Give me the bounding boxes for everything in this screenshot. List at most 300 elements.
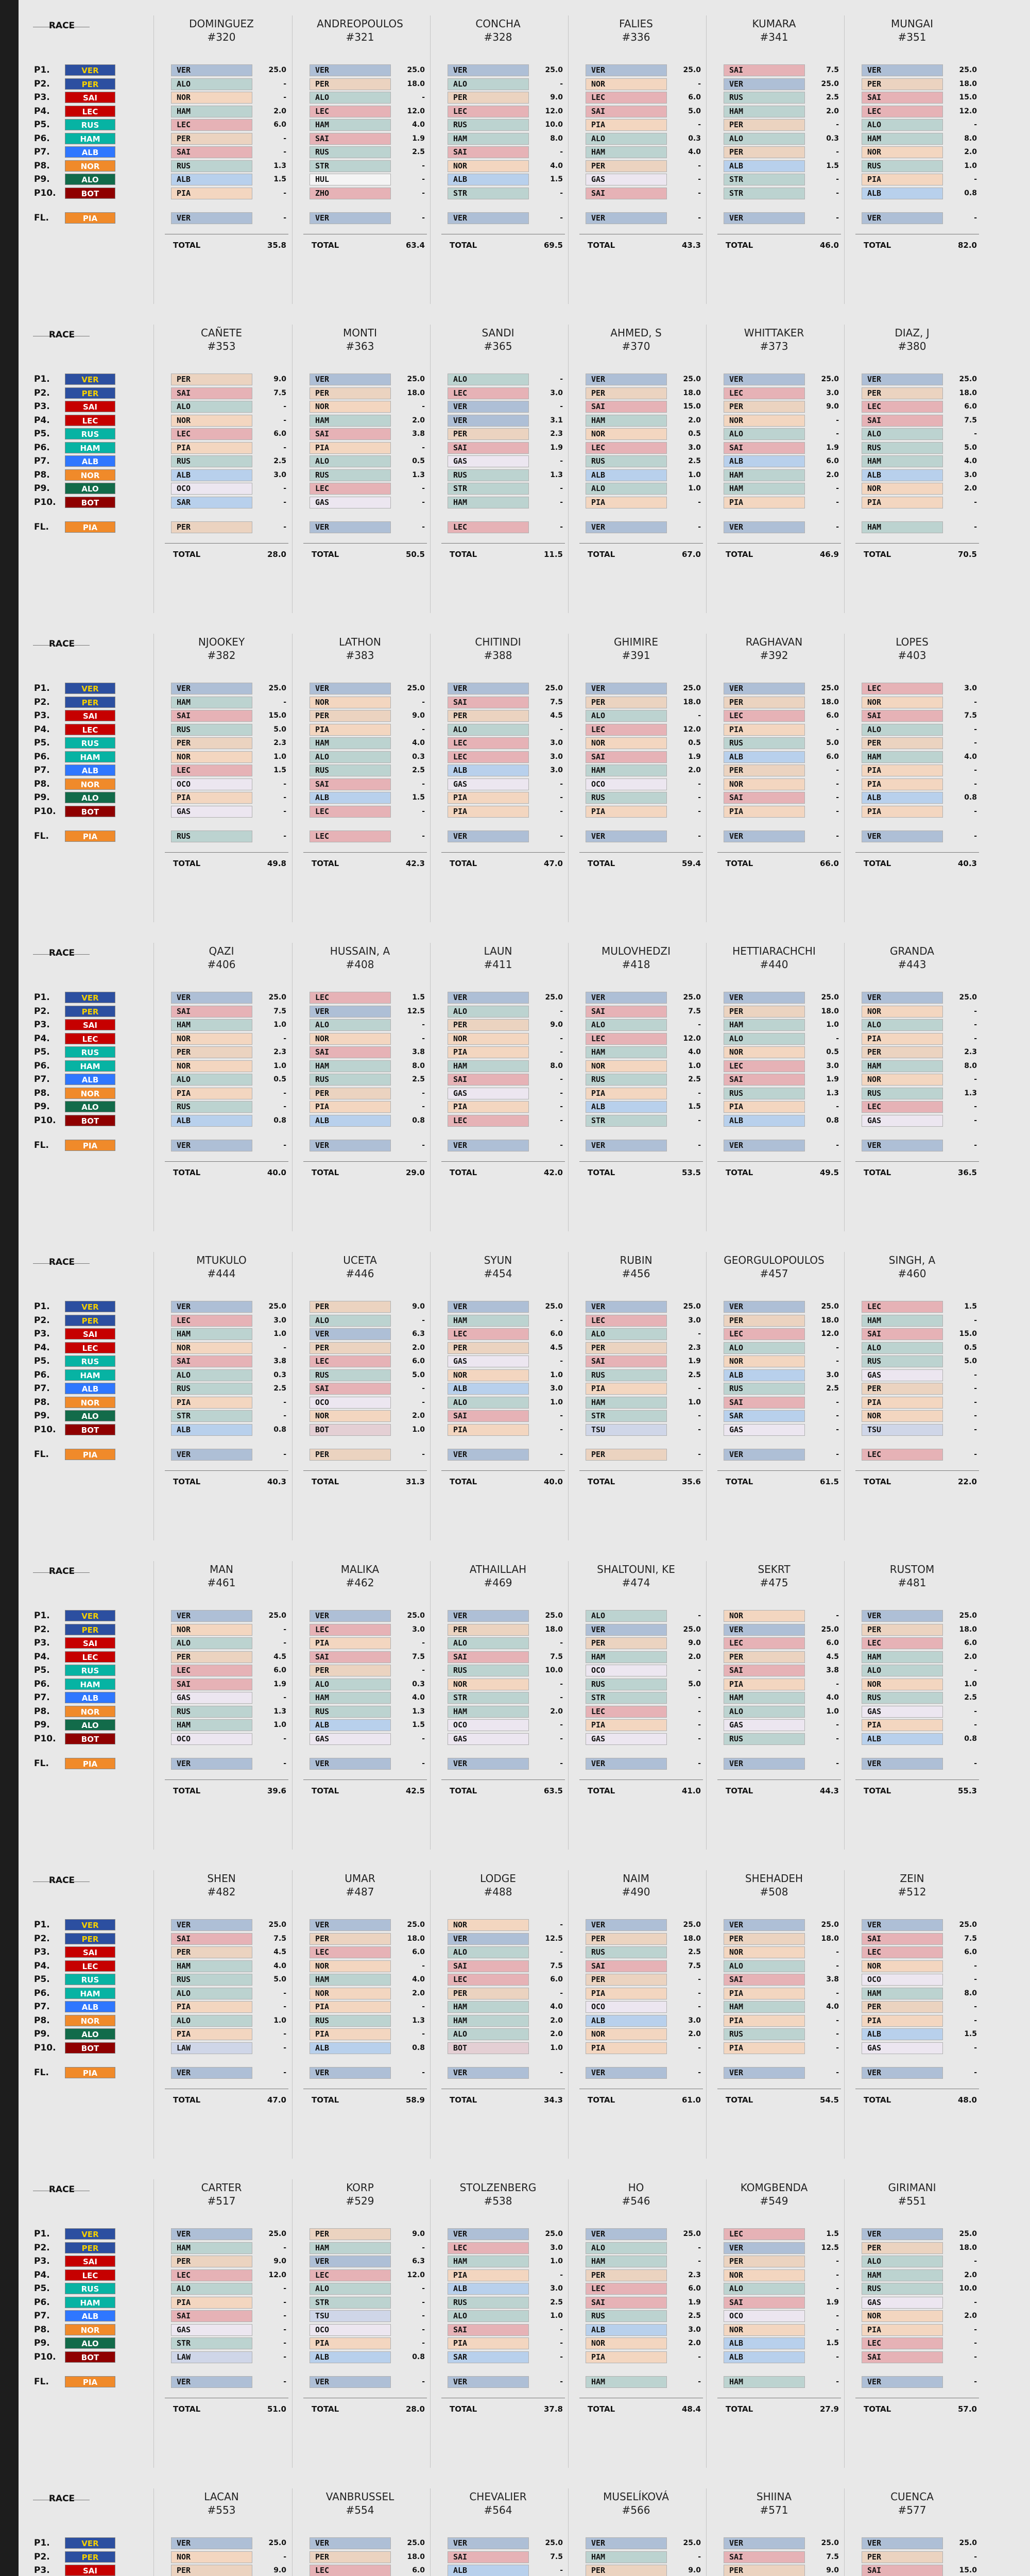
position-label: P10. bbox=[34, 497, 56, 507]
prediction-cell: OCO bbox=[586, 1665, 667, 1676]
prediction-cell: NOR bbox=[171, 2551, 252, 2563]
prediction-cell: LEC bbox=[862, 1946, 943, 1958]
prediction-cell: LEC bbox=[724, 1637, 805, 1649]
prediction-cell: PIA bbox=[171, 1397, 252, 1409]
prediction-cell: PER bbox=[448, 1988, 529, 1999]
prediction-points: - bbox=[422, 175, 425, 183]
prediction-cell: GAS bbox=[448, 1088, 529, 1099]
prediction-points: - bbox=[836, 1034, 839, 1043]
prediction-cell: ALO bbox=[448, 1637, 529, 1649]
prediction-cell: PER bbox=[724, 1006, 805, 1018]
prediction-points: - bbox=[283, 79, 286, 88]
prediction-points: 2.0 bbox=[688, 2030, 701, 2038]
prediction-points: - bbox=[283, 2284, 286, 2293]
player-number: #475 bbox=[760, 1577, 788, 1589]
fastest-lap-points: - bbox=[836, 2069, 839, 2077]
prediction-points: - bbox=[560, 498, 563, 506]
fastest-lap-cell: VER bbox=[724, 1449, 805, 1461]
prediction-cell: PER bbox=[310, 2551, 391, 2563]
prediction-points: - bbox=[283, 443, 286, 452]
player-number: #392 bbox=[760, 649, 788, 662]
prediction-cell: GAS bbox=[724, 1424, 805, 1436]
prediction-cell: ALO bbox=[862, 724, 943, 736]
position-label: P2. bbox=[34, 387, 50, 398]
prediction-cell: NOR bbox=[862, 146, 943, 158]
prediction-points: 0.8 bbox=[964, 189, 977, 197]
prediction-cell: GAS bbox=[310, 1733, 391, 1745]
prediction-points: 0.8 bbox=[964, 1734, 977, 1743]
prediction-points: 0.5 bbox=[412, 457, 425, 465]
prediction-points: 25.0 bbox=[545, 66, 563, 74]
fastest-lap-cell: VER bbox=[310, 2376, 391, 2388]
prediction-points: 25.0 bbox=[268, 1921, 286, 1929]
column-separator bbox=[844, 943, 845, 1231]
prediction-points: - bbox=[836, 2030, 839, 2038]
prediction-cell: NOR bbox=[862, 1006, 943, 1018]
prediction-cell: LEC bbox=[724, 387, 805, 399]
total-label: TOTAL bbox=[173, 241, 201, 250]
prediction-cell: SAI bbox=[724, 1665, 805, 1676]
prediction-cell: ALO bbox=[862, 119, 943, 131]
prediction-points: 1.0 bbox=[964, 161, 977, 170]
player-name: QAZI bbox=[209, 945, 234, 957]
total-label: TOTAL bbox=[588, 1786, 615, 1795]
position-label: P10. bbox=[34, 1115, 56, 1126]
position-label: P9. bbox=[34, 1101, 50, 1112]
driver-chip-rus: RUS bbox=[65, 428, 115, 439]
prediction-points: - bbox=[836, 725, 839, 734]
prediction-points: 18.0 bbox=[683, 388, 701, 397]
prediction-cell: PIA bbox=[171, 1088, 252, 1099]
prediction-points: 7.5 bbox=[412, 1652, 425, 1661]
column-separator bbox=[844, 1870, 845, 2159]
column-separator bbox=[292, 1870, 293, 2159]
prediction-points: 2.5 bbox=[688, 1948, 701, 1956]
driver-chip-ver: VER bbox=[65, 992, 115, 1003]
column-separator bbox=[706, 1252, 707, 1540]
driver-chip-ham: HAM bbox=[65, 1060, 115, 1072]
column-separator bbox=[844, 325, 845, 613]
prediction-cell: LEC bbox=[862, 1101, 943, 1113]
driver-chip-lec: LEC bbox=[65, 1033, 115, 1044]
fastest-lap-label: FL. bbox=[34, 213, 49, 223]
prediction-points: 6.0 bbox=[273, 1666, 286, 1674]
prediction-points: 2.0 bbox=[688, 416, 701, 425]
prediction-cell: LEC bbox=[586, 92, 667, 104]
prediction-cell: SAI bbox=[448, 146, 529, 158]
prediction-points: 25.0 bbox=[683, 2539, 701, 2547]
prediction-points: 25.0 bbox=[683, 993, 701, 1002]
player-number: #444 bbox=[207, 1267, 236, 1280]
prediction-points: 3.0 bbox=[412, 1625, 425, 1634]
prediction-points: 15.0 bbox=[959, 2566, 977, 2574]
prediction-cell: PIA bbox=[310, 1101, 391, 1113]
total-rule bbox=[717, 852, 841, 853]
prediction-points: - bbox=[560, 484, 563, 493]
player-number: #388 bbox=[484, 649, 512, 662]
prediction-points: - bbox=[422, 402, 425, 411]
fastest-lap-points: - bbox=[560, 2069, 563, 2077]
prediction-points: 6.0 bbox=[826, 711, 839, 720]
driver-chip-nor: NOR bbox=[65, 1397, 115, 1408]
total-rule bbox=[717, 543, 841, 544]
fastest-lap-cell: VER bbox=[586, 1758, 667, 1770]
prediction-cell: NOR bbox=[862, 697, 943, 708]
total-value: 54.5 bbox=[819, 2095, 839, 2105]
prediction-cell: PER bbox=[724, 146, 805, 158]
total-value: 46.9 bbox=[819, 550, 839, 559]
driver-chip-per: PER bbox=[65, 1006, 115, 1017]
prediction-cell: PIA bbox=[310, 2001, 391, 2013]
prediction-cell: PER bbox=[448, 92, 529, 104]
fastest-lap-cell: VER bbox=[586, 1140, 667, 1151]
prediction-cell: PIA bbox=[862, 174, 943, 185]
total-value: 63.5 bbox=[543, 1786, 563, 1795]
fastest-lap-cell: VER bbox=[448, 831, 529, 842]
prediction-points: - bbox=[560, 1734, 563, 1743]
prediction-points: - bbox=[836, 1103, 839, 1111]
prediction-points: - bbox=[974, 498, 977, 506]
prediction-cell: VER bbox=[448, 683, 529, 694]
prediction-points: 3.0 bbox=[826, 1061, 839, 1070]
driver-chip-ver: VER bbox=[65, 374, 115, 385]
position-label: P2. bbox=[34, 1315, 50, 1326]
prediction-points: - bbox=[698, 2257, 701, 2265]
prediction-points: 25.0 bbox=[821, 1625, 839, 1634]
position-label: P10. bbox=[34, 1424, 56, 1435]
prediction-cell: ALO bbox=[171, 401, 252, 413]
prediction-cell: SAI bbox=[862, 710, 943, 722]
prediction-points: - bbox=[974, 1021, 977, 1029]
prediction-points: 1.5 bbox=[412, 993, 425, 1002]
prediction-points: 3.8 bbox=[826, 1666, 839, 1674]
prediction-cell: NOR bbox=[310, 697, 391, 708]
prediction-points: 7.5 bbox=[273, 388, 286, 397]
total-label: TOTAL bbox=[450, 2404, 477, 2414]
prediction-cell: VER bbox=[448, 415, 529, 427]
prediction-points: - bbox=[560, 725, 563, 734]
player-name: HETTIARACHCHI bbox=[732, 945, 816, 957]
prediction-points: 7.5 bbox=[550, 1961, 563, 1970]
prediction-cell: RUS bbox=[724, 2028, 805, 2040]
column-separator bbox=[568, 634, 569, 922]
total-value: 58.9 bbox=[405, 2095, 425, 2105]
prediction-cell: LEC bbox=[862, 106, 943, 117]
prediction-cell: HAM bbox=[448, 133, 529, 145]
prediction-points: - bbox=[422, 779, 425, 788]
prediction-cell: LEC bbox=[310, 1624, 391, 1636]
prediction-cell: PIA bbox=[586, 806, 667, 818]
fastest-lap-cell: VER bbox=[724, 521, 805, 533]
prediction-points: 7.5 bbox=[273, 1934, 286, 1943]
driver-chip-ver: VER bbox=[65, 1919, 115, 1930]
prediction-cell: HAM bbox=[448, 497, 529, 509]
fastest-lap-cell: VER bbox=[310, 212, 391, 224]
prediction-cell: ALB bbox=[448, 2283, 529, 2295]
player-name: VANBRUSSEL bbox=[325, 2490, 394, 2503]
prediction-points: - bbox=[974, 2552, 977, 2561]
prediction-points: 1.5 bbox=[688, 1103, 701, 1111]
prediction-cell: PER bbox=[862, 2001, 943, 2013]
prediction-cell: VER bbox=[862, 1919, 943, 1931]
column-separator bbox=[844, 15, 845, 304]
player-number: #406 bbox=[207, 958, 236, 971]
prediction-cell: PER bbox=[310, 710, 391, 722]
fastest-lap-chip: PIA bbox=[65, 521, 115, 533]
fastest-lap-cell: VER bbox=[310, 1758, 391, 1770]
prediction-points: 25.0 bbox=[683, 66, 701, 74]
player-name: UMAR bbox=[345, 1872, 375, 1885]
position-label: P1. bbox=[34, 2538, 50, 2548]
prediction-points: - bbox=[836, 2352, 839, 2361]
prediction-points: - bbox=[698, 2043, 701, 2052]
prediction-points: 3.8 bbox=[412, 430, 425, 438]
prediction-cell: LEC bbox=[724, 1328, 805, 1340]
prediction-points: 25.0 bbox=[959, 1612, 977, 1620]
total-value: 11.5 bbox=[543, 550, 563, 559]
fastest-lap-cell: VER bbox=[724, 2067, 805, 2079]
prediction-cell: ALO bbox=[724, 2283, 805, 2295]
prediction-cell: ALB bbox=[448, 2565, 529, 2576]
prediction-cell: HAM bbox=[448, 2256, 529, 2267]
position-label: P6. bbox=[34, 1679, 50, 1689]
position-label: P9. bbox=[34, 792, 50, 803]
driver-chip-ham: HAM bbox=[65, 133, 115, 144]
prediction-points: - bbox=[422, 2298, 425, 2307]
driver-chip-ham: HAM bbox=[65, 1369, 115, 1381]
player-name: LACAN bbox=[204, 2490, 239, 2503]
prediction-cell: ALO bbox=[310, 92, 391, 104]
prediction-cell: RUS bbox=[171, 455, 252, 467]
total-rule bbox=[441, 852, 565, 853]
player-number: #512 bbox=[898, 1886, 926, 1898]
player-number: #474 bbox=[622, 1577, 650, 1589]
prediction-cell: VER bbox=[448, 1933, 529, 1945]
prediction-points: - bbox=[422, 725, 425, 734]
driver-chip-alo: ALO bbox=[65, 2028, 115, 2040]
column-separator bbox=[706, 634, 707, 922]
prediction-points: 3.0 bbox=[550, 2243, 563, 2252]
prediction-points: 1.9 bbox=[273, 1680, 286, 1688]
prediction-cell: VER bbox=[310, 1610, 391, 1622]
prediction-cell: PIA bbox=[586, 119, 667, 131]
prediction-points: 3.8 bbox=[273, 1357, 286, 1365]
prediction-points: - bbox=[836, 2284, 839, 2293]
prediction-points: 1.0 bbox=[826, 1707, 839, 1716]
player-number: #482 bbox=[207, 1886, 236, 1898]
player-number: #365 bbox=[484, 340, 512, 352]
prediction-points: - bbox=[283, 498, 286, 506]
prediction-points: 4.0 bbox=[688, 148, 701, 156]
prediction-points: 3.0 bbox=[964, 684, 977, 692]
prediction-points: - bbox=[836, 1734, 839, 1743]
prediction-points: - bbox=[836, 766, 839, 774]
prediction-cell: NOR bbox=[586, 78, 667, 90]
total-label: TOTAL bbox=[588, 859, 615, 868]
fastest-lap-points: - bbox=[283, 523, 286, 531]
prediction-cell: VER bbox=[171, 1610, 252, 1622]
prediction-points: - bbox=[283, 1412, 286, 1420]
race-header: RACE bbox=[48, 2494, 75, 2504]
prediction-cell: RUS bbox=[310, 2015, 391, 2027]
prediction-points: - bbox=[974, 2043, 977, 2052]
prediction-points: - bbox=[698, 1425, 701, 1434]
prediction-cell: PER bbox=[862, 78, 943, 90]
prediction-cell: PER bbox=[586, 160, 667, 172]
fastest-lap-cell: PER bbox=[171, 521, 252, 533]
position-label: P3. bbox=[34, 1020, 50, 1030]
prediction-cell: NOR bbox=[862, 483, 943, 495]
player-number: #469 bbox=[484, 1577, 512, 1589]
prediction-cell: LEC bbox=[171, 119, 252, 131]
player-name: SYUN bbox=[484, 1254, 512, 1266]
prediction-cell: LAW bbox=[171, 2351, 252, 2363]
column-separator bbox=[568, 943, 569, 1231]
prediction-points: 25.0 bbox=[407, 375, 425, 383]
prediction-cell: VER bbox=[310, 1006, 391, 1018]
total-rule bbox=[441, 1161, 565, 1162]
fastest-lap-points: - bbox=[836, 214, 839, 222]
prediction-points: - bbox=[836, 175, 839, 183]
prediction-points: - bbox=[698, 1975, 701, 1984]
player-number: #383 bbox=[346, 649, 374, 662]
prediction-points: 1.5 bbox=[964, 2030, 977, 2038]
prediction-cell: PIA bbox=[171, 792, 252, 804]
fastest-lap-points: - bbox=[283, 1759, 286, 1768]
prediction-cell: NOR bbox=[586, 428, 667, 440]
player-name: ZEIN bbox=[900, 1872, 924, 1885]
prediction-points: - bbox=[422, 1961, 425, 1970]
prediction-points: 2.0 bbox=[688, 1652, 701, 1661]
prediction-cell: GAS bbox=[448, 455, 529, 467]
prediction-cell: HAM bbox=[171, 2242, 252, 2254]
prediction-points: - bbox=[560, 148, 563, 156]
prediction-points: 25.0 bbox=[268, 993, 286, 1002]
position-label: P7. bbox=[34, 2311, 50, 2321]
prediction-cell: HAM bbox=[448, 1060, 529, 1072]
player-number: #461 bbox=[207, 1577, 236, 1589]
player-number: #554 bbox=[346, 2504, 374, 2516]
prediction-cell: GAS bbox=[171, 2324, 252, 2336]
prediction-points: - bbox=[283, 1693, 286, 1702]
prediction-cell: TSU bbox=[310, 2310, 391, 2322]
prediction-cell: HAM bbox=[862, 751, 943, 763]
prediction-points: 9.0 bbox=[688, 1639, 701, 1647]
total-label: TOTAL bbox=[450, 859, 477, 868]
driver-chip-alo: ALO bbox=[65, 1719, 115, 1731]
race-block bbox=[19, 314, 1030, 623]
player-name: SHEN bbox=[207, 1872, 236, 1885]
prediction-cell: ALO bbox=[586, 133, 667, 145]
position-label: P7. bbox=[34, 1692, 50, 1703]
prediction-points: - bbox=[698, 2352, 701, 2361]
fastest-lap-points: - bbox=[560, 1141, 563, 1149]
prediction-points: - bbox=[698, 79, 701, 88]
prediction-cell: GAS bbox=[586, 174, 667, 185]
prediction-cell: LEC bbox=[724, 710, 805, 722]
total-label: TOTAL bbox=[450, 2095, 477, 2105]
position-label: P8. bbox=[34, 1706, 50, 1717]
prediction-points: - bbox=[974, 1975, 977, 1984]
prediction-cell: LEC bbox=[586, 1033, 667, 1045]
position-label: P1. bbox=[34, 1920, 50, 1930]
player-name: CUENCA bbox=[890, 2490, 934, 2503]
prediction-cell: NOR bbox=[171, 1060, 252, 1072]
total-value: 44.3 bbox=[819, 1786, 839, 1795]
prediction-cell: SAI bbox=[586, 401, 667, 413]
prediction-points: - bbox=[283, 1734, 286, 1743]
prediction-cell: GAS bbox=[724, 1719, 805, 1731]
fastest-lap-points: - bbox=[422, 1141, 425, 1149]
prediction-cell: HAM bbox=[310, 415, 391, 427]
prediction-points: - bbox=[422, 443, 425, 452]
prediction-cell: PER bbox=[586, 1974, 667, 1986]
prediction-points: - bbox=[283, 2298, 286, 2307]
prediction-points: 0.5 bbox=[273, 1075, 286, 1083]
column-separator bbox=[153, 1561, 154, 1850]
driver-chip-rus: RUS bbox=[65, 1974, 115, 1985]
prediction-cell: LEC bbox=[310, 106, 391, 117]
prediction-cell: NOR bbox=[724, 2269, 805, 2281]
prediction-points: 25.0 bbox=[959, 66, 977, 74]
prediction-points: - bbox=[698, 1989, 701, 1997]
prediction-points: - bbox=[283, 1625, 286, 1634]
prediction-cell: LEC bbox=[586, 2283, 667, 2295]
prediction-points: - bbox=[974, 2003, 977, 2011]
total-label: TOTAL bbox=[312, 550, 339, 559]
prediction-cell: PIA bbox=[862, 1397, 943, 1409]
fastest-lap-points: - bbox=[422, 523, 425, 531]
position-label: P9. bbox=[34, 1411, 50, 1421]
prediction-cell: HAM bbox=[724, 106, 805, 117]
prediction-cell: LEC bbox=[171, 1665, 252, 1676]
prediction-points: 3.0 bbox=[826, 1370, 839, 1379]
prediction-cell: NOR bbox=[586, 1060, 667, 1072]
prediction-points: 6.0 bbox=[412, 2566, 425, 2574]
prediction-cell: ALB bbox=[310, 2042, 391, 2054]
driver-chip-rus: RUS bbox=[65, 1355, 115, 1367]
player-name: ANDREOPOULOS bbox=[317, 18, 403, 30]
prediction-points: 6.3 bbox=[412, 2257, 425, 2265]
player-name: GIRIMANI bbox=[888, 2181, 936, 2194]
prediction-cell: VER bbox=[310, 374, 391, 385]
prediction-points: 0.3 bbox=[412, 1680, 425, 1688]
prediction-cell: RUS bbox=[310, 1706, 391, 1718]
column-separator bbox=[430, 943, 431, 1231]
column-separator bbox=[568, 325, 569, 613]
player-name: MTUKULO bbox=[196, 1254, 247, 1266]
position-label: P1. bbox=[34, 2229, 50, 2239]
prediction-cell: VER bbox=[862, 1610, 943, 1622]
prediction-cell: STR bbox=[171, 2337, 252, 2349]
total-rule bbox=[579, 852, 703, 853]
prediction-cell: PIA bbox=[448, 792, 529, 804]
prediction-points: 2.5 bbox=[412, 148, 425, 156]
prediction-points: - bbox=[283, 1034, 286, 1043]
player-number: #391 bbox=[622, 649, 650, 662]
prediction-cell: SAI bbox=[724, 64, 805, 76]
position-label: P2. bbox=[34, 697, 50, 707]
prediction-cell: LEC bbox=[171, 1315, 252, 1327]
prediction-points: 25.0 bbox=[959, 2230, 977, 2238]
prediction-points: - bbox=[974, 1707, 977, 1716]
prediction-cell: ALO bbox=[171, 2283, 252, 2295]
position-label: P4. bbox=[34, 1033, 50, 1044]
prediction-cell: LEC bbox=[448, 387, 529, 399]
prediction-cell: SAI bbox=[862, 92, 943, 104]
column-separator bbox=[430, 1870, 431, 2159]
prediction-cell: PIA bbox=[448, 1424, 529, 1436]
